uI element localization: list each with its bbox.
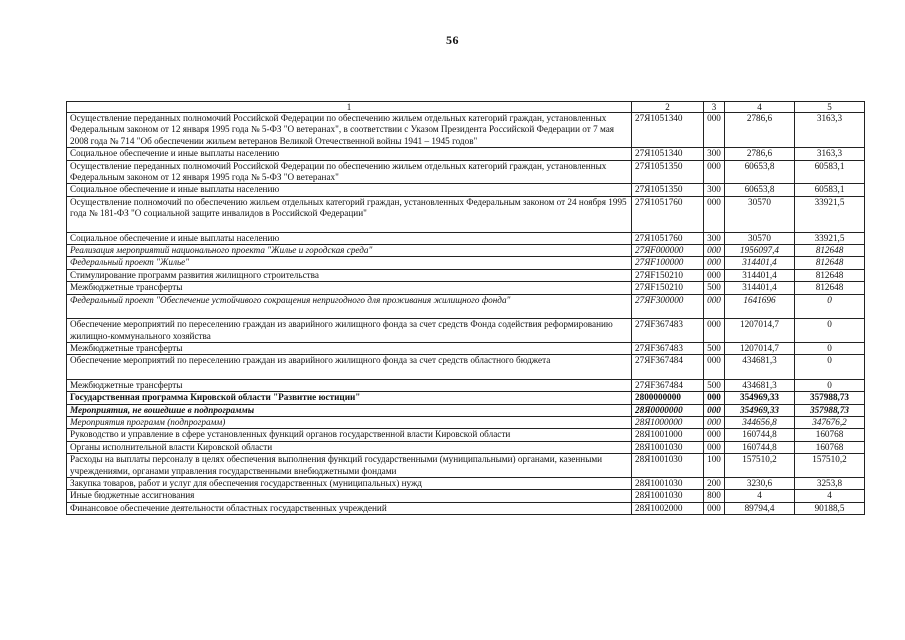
row-value-4-cell: 1641696 [725, 294, 795, 318]
header-col-3: 3 [704, 102, 725, 113]
row-code-cell: 27ЯF150210 [632, 269, 704, 281]
row-type-cell: 000 [704, 160, 725, 184]
table-row [67, 148, 865, 160]
row-code-cell: 27ЯF100000 [632, 257, 704, 269]
row-code-cell: 27Я1051350 [632, 160, 704, 184]
row-value-4-cell: 1956097,4 [725, 245, 795, 257]
table-row [67, 184, 865, 196]
row-code-cell: 27Я1051760 [632, 232, 704, 244]
table-body [67, 113, 865, 515]
row-value-5-cell: 160768 [795, 429, 865, 441]
row-value-4-cell: 160744,8 [725, 429, 795, 441]
table-row [67, 257, 865, 269]
row-code-cell: 27ЯF300000 [632, 294, 704, 318]
table-row [67, 454, 865, 478]
row-type-cell: 000 [704, 245, 725, 257]
row-value-4-cell: 344656,8 [725, 416, 795, 428]
row-value-5-cell: 60583,1 [795, 184, 865, 196]
row-type-cell: 300 [704, 148, 725, 160]
row-type-cell: 500 [704, 342, 725, 354]
row-code-cell: 28Я1001030 [632, 441, 704, 453]
row-name-cell: Социальное обеспечение и иные выплаты населению [67, 148, 632, 160]
row-type-cell: 000 [704, 392, 725, 404]
row-type-cell: 000 [704, 502, 725, 514]
row-value-5-cell: 4 [795, 490, 865, 502]
row-value-5-cell: 0 [795, 319, 865, 343]
row-value-5-cell: 33921,5 [795, 232, 865, 244]
row-value-5-cell: 160768 [795, 441, 865, 453]
row-value-4-cell: 89794,4 [725, 502, 795, 514]
row-value-5-cell: 357988,73 [795, 404, 865, 416]
table-row [67, 355, 865, 379]
row-code-cell: 27ЯF367483 [632, 342, 704, 354]
row-value-5-cell: 90188,5 [795, 502, 865, 514]
table-row [67, 477, 865, 489]
row-type-cell: 000 [704, 416, 725, 428]
row-code-cell: 27ЯF367483 [632, 319, 704, 343]
row-name-cell: Обеспечение мероприятий по переселению граждан из аварийного жилищного фонда за счет средств областного бюджета [67, 355, 632, 379]
row-value-4-cell: 314401,4 [725, 282, 795, 294]
row-name-cell: Социальное обеспечение и иные выплаты населению [67, 232, 632, 244]
row-name-cell: Федеральный проект "Обеспечение устойчивого сокращения непригодного для проживания жилищного фонда" [67, 294, 632, 318]
row-value-4-cell: 314401,4 [725, 269, 795, 281]
row-value-4-cell: 2786,6 [725, 113, 795, 148]
row-value-4-cell: 354969,33 [725, 404, 795, 416]
table-row [67, 502, 865, 514]
row-value-4-cell: 434681,3 [725, 355, 795, 379]
table-row [67, 342, 865, 354]
row-value-4-cell: 1207014,7 [725, 319, 795, 343]
row-name-cell: Иные бюджетные ассигнования [67, 490, 632, 502]
row-value-4-cell: 314401,4 [725, 257, 795, 269]
header-col-5: 5 [795, 102, 865, 113]
row-type-cell: 500 [704, 282, 725, 294]
row-value-4-cell: 3230,6 [725, 477, 795, 489]
row-value-5-cell: 60583,1 [795, 160, 865, 184]
row-name-cell: Стимулирование программ развития жилищного строительства [67, 269, 632, 281]
row-value-5-cell: 357988,73 [795, 392, 865, 404]
row-value-4-cell: 30570 [725, 232, 795, 244]
row-type-cell: 000 [704, 294, 725, 318]
header-col-4: 4 [725, 102, 795, 113]
row-code-cell: 27Я1051340 [632, 113, 704, 148]
row-name-cell: Осуществление переданных полномочий Российской Федерации по обеспечению жильем отдельных категорий граждан, установленных Федеральным законом от 12 января 1995 года № 5-ФЗ "О ветеранах" [67, 160, 632, 184]
row-code-cell: 28Я0000000 [632, 404, 704, 416]
row-value-4-cell: 30570 [725, 196, 795, 232]
row-code-cell: 27Я1051350 [632, 184, 704, 196]
row-code-cell: 27ЯF367484 [632, 355, 704, 379]
row-type-cell: 000 [704, 441, 725, 453]
row-value-4-cell: 354969,33 [725, 392, 795, 404]
row-name-cell: Реализация мероприятий национального проекта "Жилье и городская среда" [67, 245, 632, 257]
table-row [67, 404, 865, 416]
table-row [67, 113, 865, 148]
header-col-1: 1 [67, 102, 632, 113]
row-value-5-cell: 3253,8 [795, 477, 865, 489]
row-type-cell: 100 [704, 454, 725, 478]
row-type-cell: 800 [704, 490, 725, 502]
row-name-cell: Органы исполнительной власти Кировской области [67, 441, 632, 453]
row-value-4-cell: 1207014,7 [725, 342, 795, 354]
page-number: 56 [446, 33, 459, 47]
row-name-cell: Межбюджетные трансферты [67, 379, 632, 391]
budget-table [66, 101, 865, 515]
row-value-5-cell: 812648 [795, 257, 865, 269]
row-value-5-cell: 0 [795, 379, 865, 391]
row-value-4-cell: 157510,2 [725, 454, 795, 478]
row-type-cell: 500 [704, 379, 725, 391]
row-type-cell: 300 [704, 232, 725, 244]
row-type-cell: 000 [704, 196, 725, 232]
row-code-cell: 28Я1001030 [632, 454, 704, 478]
row-code-cell: 27ЯF150210 [632, 282, 704, 294]
row-code-cell: 28Я1002000 [632, 502, 704, 514]
table-row [67, 269, 865, 281]
row-type-cell: 000 [704, 319, 725, 343]
row-value-4-cell: 60653,8 [725, 184, 795, 196]
table-row [67, 232, 865, 244]
row-code-cell: 27Я1051340 [632, 148, 704, 160]
row-value-5-cell: 157510,2 [795, 454, 865, 478]
table-row [67, 379, 865, 391]
row-name-cell: Руководство и управление в сфере установленных функций органов государственной власти Кировской области [67, 429, 632, 441]
row-value-4-cell: 4 [725, 490, 795, 502]
row-value-5-cell: 812648 [795, 269, 865, 281]
table-row [67, 416, 865, 428]
table-row [67, 441, 865, 453]
row-name-cell: Социальное обеспечение и иные выплаты населению [67, 184, 632, 196]
table-header-row [67, 102, 865, 113]
table-row [67, 319, 865, 343]
row-value-4-cell: 160744,8 [725, 441, 795, 453]
row-type-cell: 000 [704, 429, 725, 441]
row-code-cell: 28Я1001030 [632, 490, 704, 502]
row-type-cell: 000 [704, 113, 725, 148]
row-name-cell: Осуществление полномочий по обеспечению жильем отдельных категорий граждан, установленных Федеральным законом от 24 ноября 1995 года № 181-ФЗ "О социальной защите инвалидов в Российской Федерации" [67, 196, 632, 232]
row-value-5-cell: 347676,2 [795, 416, 865, 428]
row-value-5-cell: 3163,3 [795, 113, 865, 148]
row-value-5-cell: 0 [795, 342, 865, 354]
row-name-cell: Осуществление переданных полномочий Российской Федерации по обеспечению жильем отдельных категорий граждан, установленных Федеральным законом от 12 января 1995 года № 5-ФЗ "О ветеранах", в соответствии с Указом Президента Российской Федерации от 7 мая 2008 года № 714 "Об обеспечении жильем ветеранов Великой Отечественной войны 1941 – 1945 годов" [67, 113, 632, 148]
table-row [67, 160, 865, 184]
row-name-cell: Государственная программа Кировской области "Развитие юстиции" [67, 392, 632, 404]
row-value-5-cell: 0 [795, 355, 865, 379]
table-row [67, 392, 865, 404]
row-code-cell: 28Я1001000 [632, 429, 704, 441]
table-row [67, 294, 865, 318]
row-code-cell: 27ЯF367484 [632, 379, 704, 391]
row-type-cell: 000 [704, 355, 725, 379]
row-name-cell: Финансовое обеспечение деятельности областных государственных учреждений [67, 502, 632, 514]
row-name-cell: Межбюджетные трансферты [67, 282, 632, 294]
header-col-2: 2 [632, 102, 704, 113]
row-name-cell: Закупка товаров, работ и услуг для обеспечения государственных (муниципальных) нужд [67, 477, 632, 489]
row-value-4-cell: 60653,8 [725, 160, 795, 184]
row-code-cell: 27ЯF000000 [632, 245, 704, 257]
row-code-cell: 28Я1001030 [632, 477, 704, 489]
row-code-cell: 2800000000 [632, 392, 704, 404]
row-value-5-cell: 812648 [795, 282, 865, 294]
row-name-cell: Обеспечение мероприятий по переселению граждан из аварийного жилищного фонда за счет средств Фонда содействия реформированию жилищно-коммунального хозяйства [67, 319, 632, 343]
row-value-5-cell: 0 [795, 294, 865, 318]
table-row [67, 282, 865, 294]
row-type-cell: 300 [704, 184, 725, 196]
table-row [67, 490, 865, 502]
table-row [67, 245, 865, 257]
table-row [67, 429, 865, 441]
row-type-cell: 200 [704, 477, 725, 489]
row-value-4-cell: 434681,3 [725, 379, 795, 391]
table-row [67, 196, 865, 232]
row-value-5-cell: 33921,5 [795, 196, 865, 232]
row-value-4-cell: 2786,6 [725, 148, 795, 160]
row-type-cell: 000 [704, 404, 725, 416]
row-name-cell: Расходы на выплаты персоналу в целях обеспечения выполнения функций государственными (муниципальными) органами, казенными учреждениями, органами управления государственными внебюджетными фондами [67, 454, 632, 478]
row-code-cell: 28Я1000000 [632, 416, 704, 428]
row-value-5-cell: 3163,3 [795, 148, 865, 160]
row-value-5-cell: 812648 [795, 245, 865, 257]
row-name-cell: Федеральный проект "Жилье" [67, 257, 632, 269]
row-type-cell: 000 [704, 269, 725, 281]
row-type-cell: 000 [704, 257, 725, 269]
row-name-cell: Мероприятия программ (подпрограмм) [67, 416, 632, 428]
row-name-cell: Межбюджетные трансферты [67, 342, 632, 354]
row-code-cell: 27Я1051760 [632, 196, 704, 232]
row-name-cell: Мероприятия, не вошедшие в подпрограммы [67, 404, 632, 416]
